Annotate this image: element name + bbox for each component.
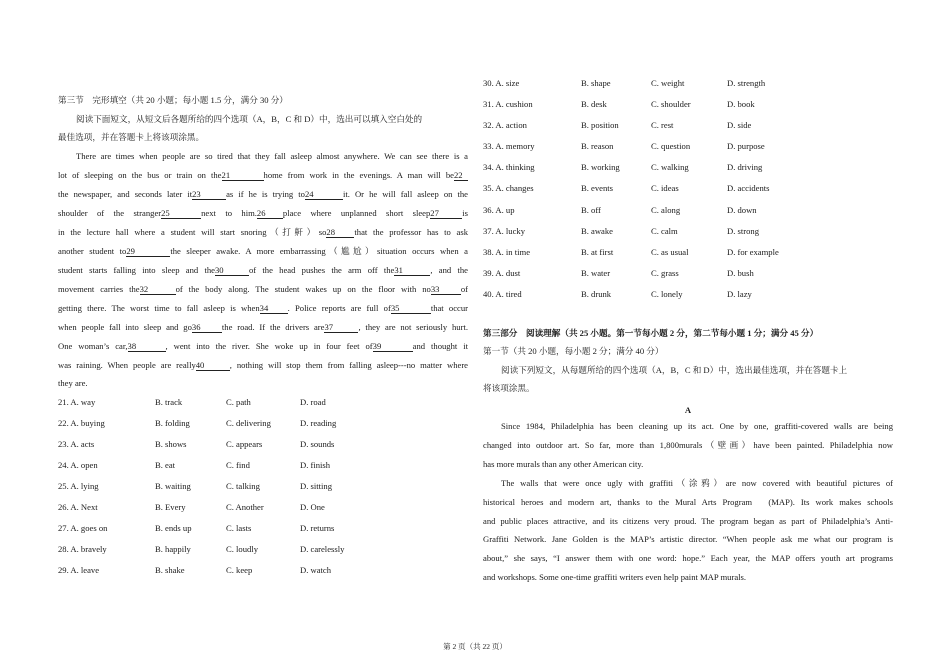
option-c[interactable]: C. appears xyxy=(226,439,263,449)
option-row-30 xyxy=(483,77,893,89)
option-row-26 xyxy=(58,501,468,513)
option-d[interactable]: D. book xyxy=(727,99,755,109)
option-b[interactable]: B. folding xyxy=(155,418,190,428)
passage-line: in the lecture hall where a student will start snoring（打鼾）so28 that the professor has to ask xyxy=(58,227,468,237)
option-c[interactable]: C. grass xyxy=(651,268,679,278)
option-row-32 xyxy=(483,119,893,131)
option-c[interactable]: C. delivering xyxy=(226,418,271,428)
passage-line: historical heroes and modern art, thanks to the Mural Arts Program (MAP). Its work makes schools xyxy=(483,497,893,507)
option-d[interactable]: D. reading xyxy=(300,418,337,428)
passage-line: Graffiti Network. Jane Golden is the MAP’s artistic director. “When people ask me what our program is xyxy=(483,534,893,544)
instruction-line: 最佳选项，并在答题卡上将该项涂黑。 xyxy=(58,132,205,142)
blank-21[interactable]: 21 xyxy=(222,170,264,181)
blank-30[interactable]: 30 xyxy=(215,265,249,276)
option-b[interactable]: B. shows xyxy=(155,439,187,449)
passage-line: was raining. When people are really40 , nothing will stop them from falling asleep---no matter where xyxy=(58,360,468,370)
option-c[interactable]: C. as usual xyxy=(651,247,689,257)
option-row-35 xyxy=(483,182,893,194)
blank-38[interactable]: 38 xyxy=(128,341,166,352)
option-a[interactable]: 25. A. lying xyxy=(58,481,99,491)
option-d[interactable]: D. returns xyxy=(300,523,335,533)
option-c[interactable]: C. lonely xyxy=(651,289,683,299)
option-row-38 xyxy=(483,246,893,258)
passage-line: has more murals than any other American city. xyxy=(483,459,644,469)
option-a[interactable]: 37. A. lucky xyxy=(483,226,526,236)
option-d[interactable]: D. for example xyxy=(727,247,779,257)
option-b[interactable]: B. at first xyxy=(581,247,614,257)
passage-line: changed into outdoor art. So far, more than 1,800murals（壁画）have been painted. Philadelphia now xyxy=(483,440,893,450)
option-a[interactable]: 27. A. goes on xyxy=(58,523,108,533)
option-b[interactable]: B. track xyxy=(155,397,183,407)
option-d[interactable]: D. driving xyxy=(727,162,763,172)
option-b[interactable]: B. happily xyxy=(155,544,191,554)
option-row-21 xyxy=(58,396,468,408)
option-a[interactable]: 28. A. bravely xyxy=(58,544,107,554)
option-c[interactable]: C. weight xyxy=(651,78,685,88)
section-heading: 第三节 完形填空（共 20 小题；每小题 1.5 分，满分 30 分） xyxy=(58,95,288,105)
option-row-24 xyxy=(58,459,468,471)
page-footer: 第 2 页（共 22 页） xyxy=(443,642,507,651)
blank-28[interactable]: 28 xyxy=(326,227,354,238)
option-d[interactable]: D. One xyxy=(300,502,325,512)
option-d[interactable]: D. accidents xyxy=(727,183,770,193)
blank-40[interactable]: 40 xyxy=(196,360,230,371)
option-a[interactable]: 30. A. size xyxy=(483,78,520,88)
option-d[interactable]: D. purpose xyxy=(727,141,765,151)
option-row-29 xyxy=(58,564,468,576)
option-a[interactable]: 29. A. leave xyxy=(58,565,100,575)
option-b[interactable]: B. off xyxy=(581,205,601,215)
option-row-23 xyxy=(58,438,468,450)
option-row-33 xyxy=(483,140,893,152)
passage-line: Since 1984, Philadelphia has been cleaning up its act. One by one, graffiti-covered walls are being xyxy=(501,421,893,431)
option-c[interactable]: C. path xyxy=(226,397,251,407)
option-b[interactable]: B. eat xyxy=(155,460,176,470)
option-a[interactable]: 33. A. memory xyxy=(483,141,535,151)
blank-29[interactable]: 29 xyxy=(126,246,170,257)
option-row-25 xyxy=(58,480,468,492)
option-row-39 xyxy=(483,267,893,279)
passage-line: There are times when people are so tired that they fall asleep almost anywhere. We can see there is a xyxy=(76,151,468,161)
passage-line: and public places attractive, and its citizens very proud. The program began as part of Philadelphia’s Anti- xyxy=(483,516,893,526)
option-row-34 xyxy=(483,161,893,173)
option-a[interactable]: 34. A. thinking xyxy=(483,162,535,172)
passage-line: getting there. The worst time to fall asleep is when34 . Police reports are full of35 that occur xyxy=(58,303,468,313)
option-c[interactable]: C. walking xyxy=(651,162,689,172)
blank-31[interactable]: 31 xyxy=(394,265,430,276)
option-row-22 xyxy=(58,417,468,429)
passage-line: they are. xyxy=(58,378,88,388)
blank-25[interactable]: 25 xyxy=(161,208,201,219)
blank-32[interactable]: 32 xyxy=(140,284,176,295)
option-a[interactable]: 21. A. way xyxy=(58,397,96,407)
option-a[interactable]: 22. A. buying xyxy=(58,418,105,428)
instruction-line: 阅读下面短文，从短文后各题所给的四个选项（A，B，C 和 D）中，选出可以填入空白处的 xyxy=(76,114,423,124)
option-c[interactable]: C. find xyxy=(226,460,250,470)
blank-33[interactable]: 33 xyxy=(431,284,461,295)
option-b[interactable]: B. shape xyxy=(581,78,611,88)
option-b[interactable]: B. working xyxy=(581,162,620,172)
option-d[interactable]: D. strength xyxy=(727,78,766,88)
option-a[interactable]: 36. A. up xyxy=(483,205,515,215)
option-row-40 xyxy=(483,288,893,300)
passage-line: and workshops. Some one-time graffiti writers even help paint MAP murals. xyxy=(483,572,747,582)
blank-35[interactable]: 35 xyxy=(391,303,431,314)
blank-23[interactable]: 23 xyxy=(192,189,226,200)
option-d[interactable]: D. road xyxy=(300,397,326,407)
option-d[interactable]: D. carelessly xyxy=(300,544,345,554)
option-b[interactable]: B. shake xyxy=(155,565,185,575)
option-a[interactable]: 23. A. acts xyxy=(58,439,95,449)
option-a[interactable]: 40. A. tired xyxy=(483,289,522,299)
option-b[interactable]: B. Every xyxy=(155,502,186,512)
option-d[interactable]: D. watch xyxy=(300,565,332,575)
option-row-37 xyxy=(483,225,893,237)
passage-line: The walls that were once ugly with graffiti（涂鸦）are now covered with beautiful pictures of xyxy=(501,478,893,488)
option-d[interactable]: D. lazy xyxy=(727,289,752,299)
option-a[interactable]: 32. A. action xyxy=(483,120,527,130)
option-row-31 xyxy=(483,98,893,110)
option-b[interactable]: B. ends up xyxy=(155,523,192,533)
option-row-36 xyxy=(483,204,893,216)
passage-line: when people fall into sleep and go36 the road. If the drivers are37 , they are not seriously hurt. xyxy=(58,322,468,332)
passage-line: about,” she says, “I answer them with one word: hope.” Each year, the MAP offers youth art programs xyxy=(483,553,893,563)
option-a[interactable]: 35. A. changes xyxy=(483,183,534,193)
blank-34[interactable]: 34 xyxy=(260,303,288,314)
option-b[interactable]: B. water xyxy=(581,268,611,278)
option-b[interactable]: B. reason xyxy=(581,141,614,151)
option-a[interactable]: 26. A. Next xyxy=(58,502,98,512)
option-d[interactable]: D. down xyxy=(727,205,757,215)
option-row-28 xyxy=(58,543,468,555)
blank-24[interactable]: 24 xyxy=(305,189,343,200)
blank-37[interactable]: 37 xyxy=(324,322,358,333)
option-d[interactable]: D. strong xyxy=(727,226,759,236)
option-c[interactable]: C. loudly xyxy=(226,544,258,554)
option-row-27 xyxy=(58,522,468,534)
passage-line: student starts falling into sleep and the30 of the head pushes the arm off the31 , and the xyxy=(58,265,468,275)
option-c[interactable]: C. shoulder xyxy=(651,99,691,109)
subsection-heading: 第一节（共 20 小题，每小题 2 分；满分 40 分） xyxy=(483,346,664,356)
option-a[interactable]: 31. A. cushion xyxy=(483,99,533,109)
passage-line: another student to29 the sleeper awake. A more embarrassing（尴尬）situation occurs when a xyxy=(58,246,468,256)
blank-27[interactable]: 27 xyxy=(430,208,462,219)
passage-line: movement carries the32 of the body along. The student wakes up on the floor with no33 of xyxy=(58,284,468,294)
option-c[interactable]: C. along xyxy=(651,205,681,215)
instruction-line: 将该项涂黑。 xyxy=(483,383,535,393)
passage-line: shoulder of the stranger25 next to him.26 place where unplanned short sleep27 is xyxy=(58,208,468,218)
option-b[interactable]: B. drunk xyxy=(581,289,612,299)
option-b[interactable]: B. events xyxy=(581,183,613,193)
blank-26[interactable]: 26 xyxy=(257,208,283,219)
option-c[interactable]: C. question xyxy=(651,141,691,151)
option-b[interactable]: B. position xyxy=(581,120,619,130)
option-c[interactable]: C. lasts xyxy=(226,523,252,533)
option-a[interactable]: 39. A. dust xyxy=(483,268,521,278)
passage-label: A xyxy=(684,405,692,415)
instruction-line: 阅读下列短文，从每题所给的四个选项（A，B，C 和 D）中，选出最佳选项，并在答题卡上 xyxy=(501,365,848,375)
option-d[interactable]: D. sitting xyxy=(300,481,332,491)
option-c[interactable]: C. calm xyxy=(651,226,678,236)
option-c[interactable]: C. rest xyxy=(651,120,674,130)
passage-line: One woman’s car,38 , went into the river. She woke up in four feet of39 and thought it xyxy=(58,341,468,351)
option-c[interactable]: C. ideas xyxy=(651,183,679,193)
option-c[interactable]: C. talking xyxy=(226,481,260,491)
passage-line: lot of sleeping on the bus or train on the21 home from work in the evenings. A man will be22 xyxy=(58,169,468,181)
option-d[interactable]: D. sounds xyxy=(300,439,335,449)
option-d[interactable]: D. finish xyxy=(300,460,331,470)
option-b[interactable]: B. desk xyxy=(581,99,607,109)
option-c[interactable]: C. Another xyxy=(226,502,264,512)
option-b[interactable]: B. waiting xyxy=(155,481,191,491)
option-d[interactable]: D. side xyxy=(727,120,752,130)
blank-22[interactable]: 22 xyxy=(454,170,468,181)
option-d[interactable]: D. bush xyxy=(727,268,754,278)
blank-36[interactable]: 36 xyxy=(192,322,222,333)
blank-39[interactable]: 39 xyxy=(373,341,413,352)
option-b[interactable]: B. awake xyxy=(581,226,613,236)
option-c[interactable]: C. keep xyxy=(226,565,253,575)
option-a[interactable]: 38. A. in time xyxy=(483,247,531,257)
passage-line: the newspaper, and seconds later it23 as if he is trying to24 it. Or he will fall asleep on the xyxy=(58,189,468,199)
part-heading: 第三部分 阅读理解（共 25 小题。第一节每小题 2 分，第二节每小题 1 分；满分 45 分） xyxy=(483,328,819,338)
option-a[interactable]: 24. A. open xyxy=(58,460,98,470)
